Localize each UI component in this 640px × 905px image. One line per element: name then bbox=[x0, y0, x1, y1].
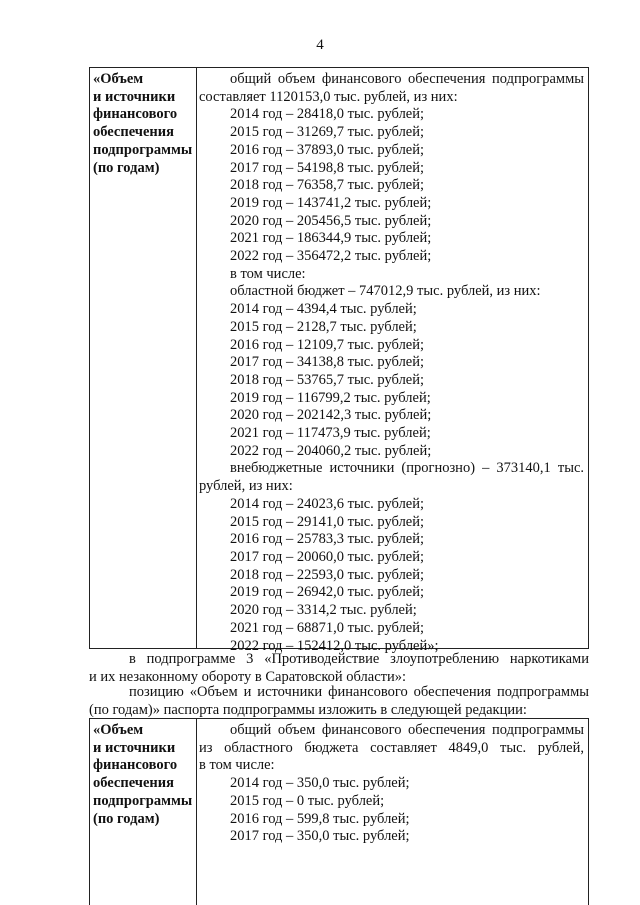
paragraph-subprogram-3 bbox=[89, 651, 589, 687]
content-line: 2016 год – 37893,0 тыс. рублей; bbox=[230, 141, 425, 158]
content-line: 2021 год – 117473,9 тыс. рублей; bbox=[230, 425, 431, 442]
label-line: обеспечения bbox=[93, 124, 174, 141]
content-line: 2017 год – 20060,0 тыс. рублей; bbox=[230, 548, 425, 565]
paragraph-line: в подпрограмме 3 «Противодействие злоупотреблению наркотиками bbox=[129, 651, 589, 667]
content-line: 2018 год – 76358,7 тыс. рублей; bbox=[230, 177, 425, 194]
financing-table-1 bbox=[89, 67, 589, 654]
column-divider bbox=[196, 68, 197, 648]
content-line: в том числе: bbox=[230, 265, 306, 282]
label-line: финансового bbox=[93, 106, 178, 123]
content-line: 2015 год – 31269,7 тыс. рублей; bbox=[230, 124, 425, 141]
content-line: 2016 год – 599,8 тыс. рублей; bbox=[230, 810, 410, 827]
paragraph-line: (по годам)» паспорта подпрограммы изложить в следующей редакции: bbox=[89, 701, 527, 718]
page-number: 4 bbox=[316, 37, 324, 53]
content-line: 2016 год – 12109,7 тыс. рублей; bbox=[230, 336, 425, 353]
content-line: 2017 год – 34138,8 тыс. рублей; bbox=[230, 354, 425, 371]
content-line: общий объем финансового обеспечения подпрограммы bbox=[230, 722, 584, 738]
content-line: 2022 год – 204060,2 тыс. рублей; bbox=[230, 442, 432, 459]
column-divider bbox=[196, 719, 197, 905]
paragraph-line: и их незаконному обороту в Саратовской области»: bbox=[89, 668, 407, 685]
content-line: 2015 год – 2128,7 тыс. рублей; bbox=[230, 318, 417, 335]
content-line: 2019 год – 143741,2 тыс. рублей; bbox=[230, 194, 432, 211]
content-line: 2022 год – 356472,2 тыс. рублей; bbox=[230, 248, 432, 265]
content-line: 2016 год – 25783,3 тыс. рублей; bbox=[230, 531, 425, 548]
content-line: внебюджетные источники (прогнозно) – 373140,1 тыс. bbox=[230, 460, 584, 477]
table-label-cell bbox=[93, 722, 192, 828]
table-content-cell bbox=[199, 71, 584, 655]
label-line: подпрограммы bbox=[93, 792, 193, 809]
content-line: рублей, из них: bbox=[199, 478, 293, 495]
content-line: 2019 год – 116799,2 тыс. рублей; bbox=[230, 389, 431, 406]
label-line: финансового bbox=[93, 757, 178, 774]
content-line: 2019 год – 26942,0 тыс. рублей; bbox=[230, 584, 425, 601]
content-line: 2014 год – 28418,0 тыс. рублей; bbox=[230, 106, 425, 123]
label-line: (по годам) bbox=[93, 810, 160, 827]
content-line: 2021 год – 68871,0 тыс. рублей; bbox=[230, 619, 425, 636]
content-line: 2018 год – 22593,0 тыс. рублей; bbox=[230, 566, 425, 583]
content-line: областной бюджет – 747012,9 тыс. рублей, из них: bbox=[230, 283, 541, 300]
paragraph-instruction bbox=[89, 684, 589, 720]
label-line: (по годам) bbox=[93, 159, 160, 176]
content-line: 2020 год – 3314,2 тыс. рублей; bbox=[230, 602, 417, 619]
paragraph-line: позицию «Объем и источники финансового обеспечения подпрограммы bbox=[129, 684, 589, 700]
content-line: общий объем финансового обеспечения подпрограммы bbox=[230, 71, 584, 87]
content-line: 2015 год – 0 тыс. рублей; bbox=[230, 792, 385, 809]
content-line: 2017 год – 54198,8 тыс. рублей; bbox=[230, 159, 425, 176]
label-line: и источники bbox=[93, 88, 176, 105]
label-line: «Объем bbox=[93, 71, 144, 87]
content-line: 2017 год – 350,0 тыс. рублей; bbox=[230, 828, 410, 845]
table-label-cell bbox=[93, 71, 192, 177]
content-line: 2014 год – 350,0 тыс. рублей; bbox=[230, 775, 410, 792]
content-line: 2021 год – 186344,9 тыс. рублей; bbox=[230, 230, 432, 247]
content-line: из областного бюджета составляет 4849,0 тыс. рублей, bbox=[199, 739, 584, 756]
label-line: и источники bbox=[93, 739, 176, 756]
content-line: 2018 год – 53765,7 тыс. рублей; bbox=[230, 371, 425, 388]
content-line: в том числе: bbox=[199, 757, 275, 774]
table-content-cell bbox=[199, 722, 584, 846]
content-line: 2014 год – 4394,4 тыс. рублей; bbox=[230, 301, 417, 318]
content-line: 2014 год – 24023,6 тыс. рублей; bbox=[230, 495, 425, 512]
financing-table-2 bbox=[89, 718, 589, 905]
label-line: обеспечения bbox=[93, 775, 174, 792]
content-line: 2020 год – 205456,5 тыс. рублей; bbox=[230, 212, 432, 229]
content-line: 2015 год – 29141,0 тыс. рублей; bbox=[230, 513, 425, 530]
label-line: «Объем bbox=[93, 722, 144, 738]
label-line: подпрограммы bbox=[93, 141, 193, 158]
content-line: составляет 1120153,0 тыс. рублей, из них: bbox=[199, 88, 458, 105]
content-line: 2022 год – 152412,0 тыс. рублей»; bbox=[230, 637, 439, 654]
content-line: 2020 год – 202142,3 тыс. рублей; bbox=[230, 407, 432, 424]
